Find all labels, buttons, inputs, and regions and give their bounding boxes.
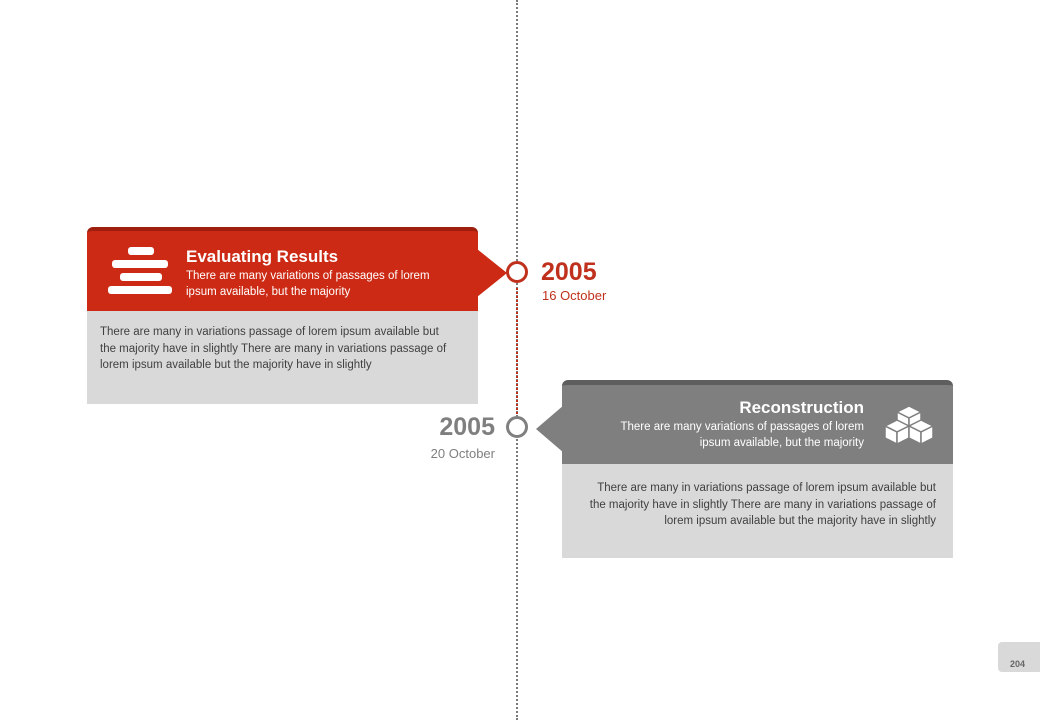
event-pointer bbox=[536, 405, 564, 453]
event-date: 16 October bbox=[542, 288, 607, 303]
event-pointer bbox=[477, 249, 507, 297]
event-subtitle: There are many variations of passages of lorem ipsum available, but the majority bbox=[620, 421, 864, 449]
page-number: 204 bbox=[998, 642, 1040, 672]
timeline-node bbox=[506, 416, 528, 438]
stacked-bars-icon bbox=[108, 247, 174, 306]
event-card-header bbox=[87, 227, 478, 311]
event-title: Evaluating Results bbox=[186, 247, 339, 266]
timeline-axis-segment bbox=[516, 288, 518, 414]
cubes-icon bbox=[884, 404, 934, 451]
timeline-node bbox=[506, 261, 528, 283]
event-title: Reconstruction bbox=[739, 398, 864, 417]
event-date: 20 October bbox=[430, 446, 495, 461]
event-subtitle: There are many variations of passages of lorem ipsum available, but the majority bbox=[186, 270, 430, 298]
event-description: There are many in variations passage of lorem ipsum available but the majority have in slightly There are many in variations passage of lorem ipsum available but the majority have in slightly bbox=[87, 311, 478, 404]
event-card-header bbox=[562, 380, 953, 464]
event-year: 2005 bbox=[541, 258, 597, 286]
event-description: There are many in variations passage of lorem ipsum available but the majority have in slightly There are many in variations passage of lorem ipsum available but the majority have in slightly bbox=[562, 464, 953, 558]
event-year: 2005 bbox=[439, 413, 495, 441]
